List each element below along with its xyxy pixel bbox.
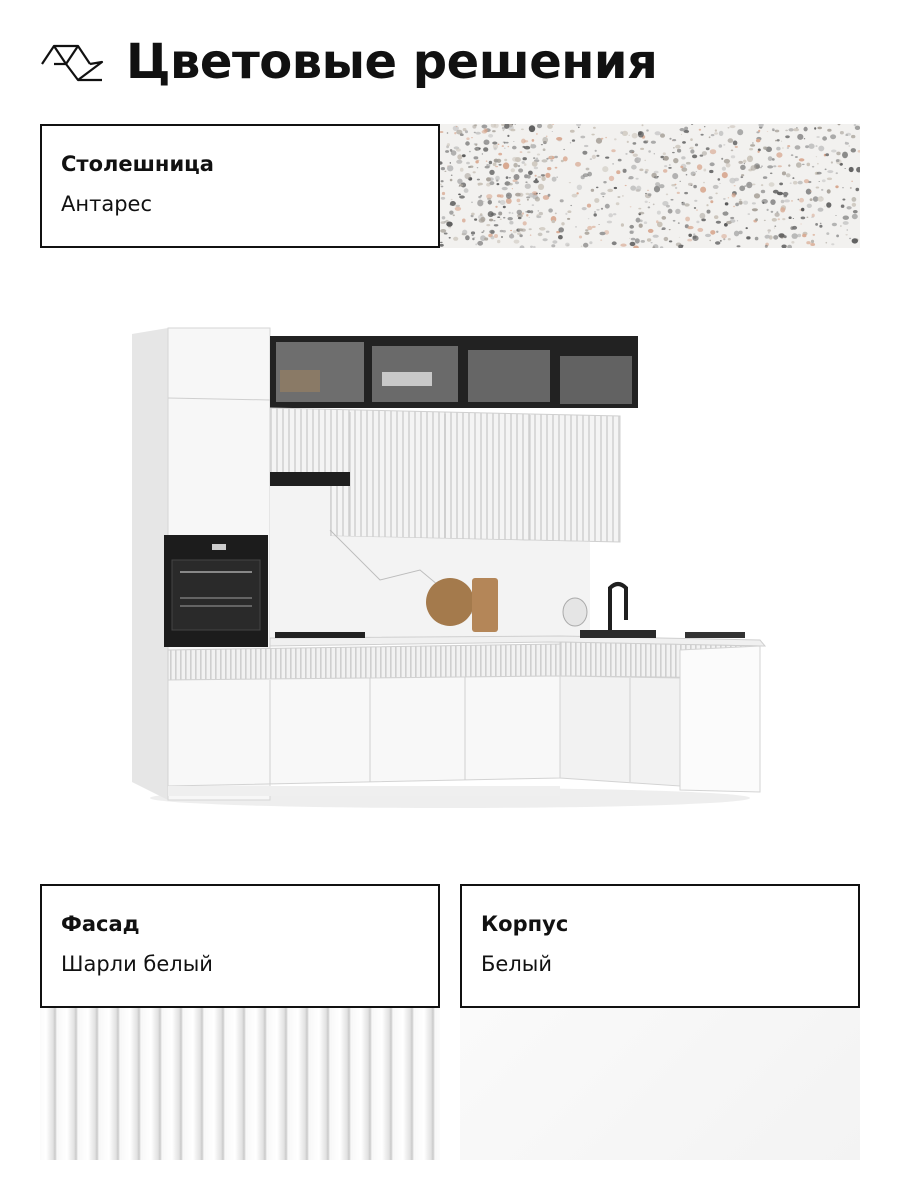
facade-label: Фасад xyxy=(61,912,140,936)
body-info-card xyxy=(460,884,860,1008)
body-label: Корпус xyxy=(481,912,569,936)
brand-logo-icon xyxy=(40,42,104,82)
countertop-value: Антарес xyxy=(61,192,152,216)
fluted-white-texture xyxy=(40,1008,440,1160)
corner-kitchen-image xyxy=(120,320,780,820)
countertop-info-card xyxy=(40,124,440,248)
plain-white-texture xyxy=(460,1008,860,1160)
body-value: Белый xyxy=(481,952,552,976)
countertop-label: Столешница xyxy=(61,152,214,176)
facade-value: Шарли белый xyxy=(61,952,213,976)
facade-info-card xyxy=(40,884,440,1008)
page-title: Цветовые решения xyxy=(126,34,658,90)
terrazzo-texture xyxy=(440,124,860,248)
